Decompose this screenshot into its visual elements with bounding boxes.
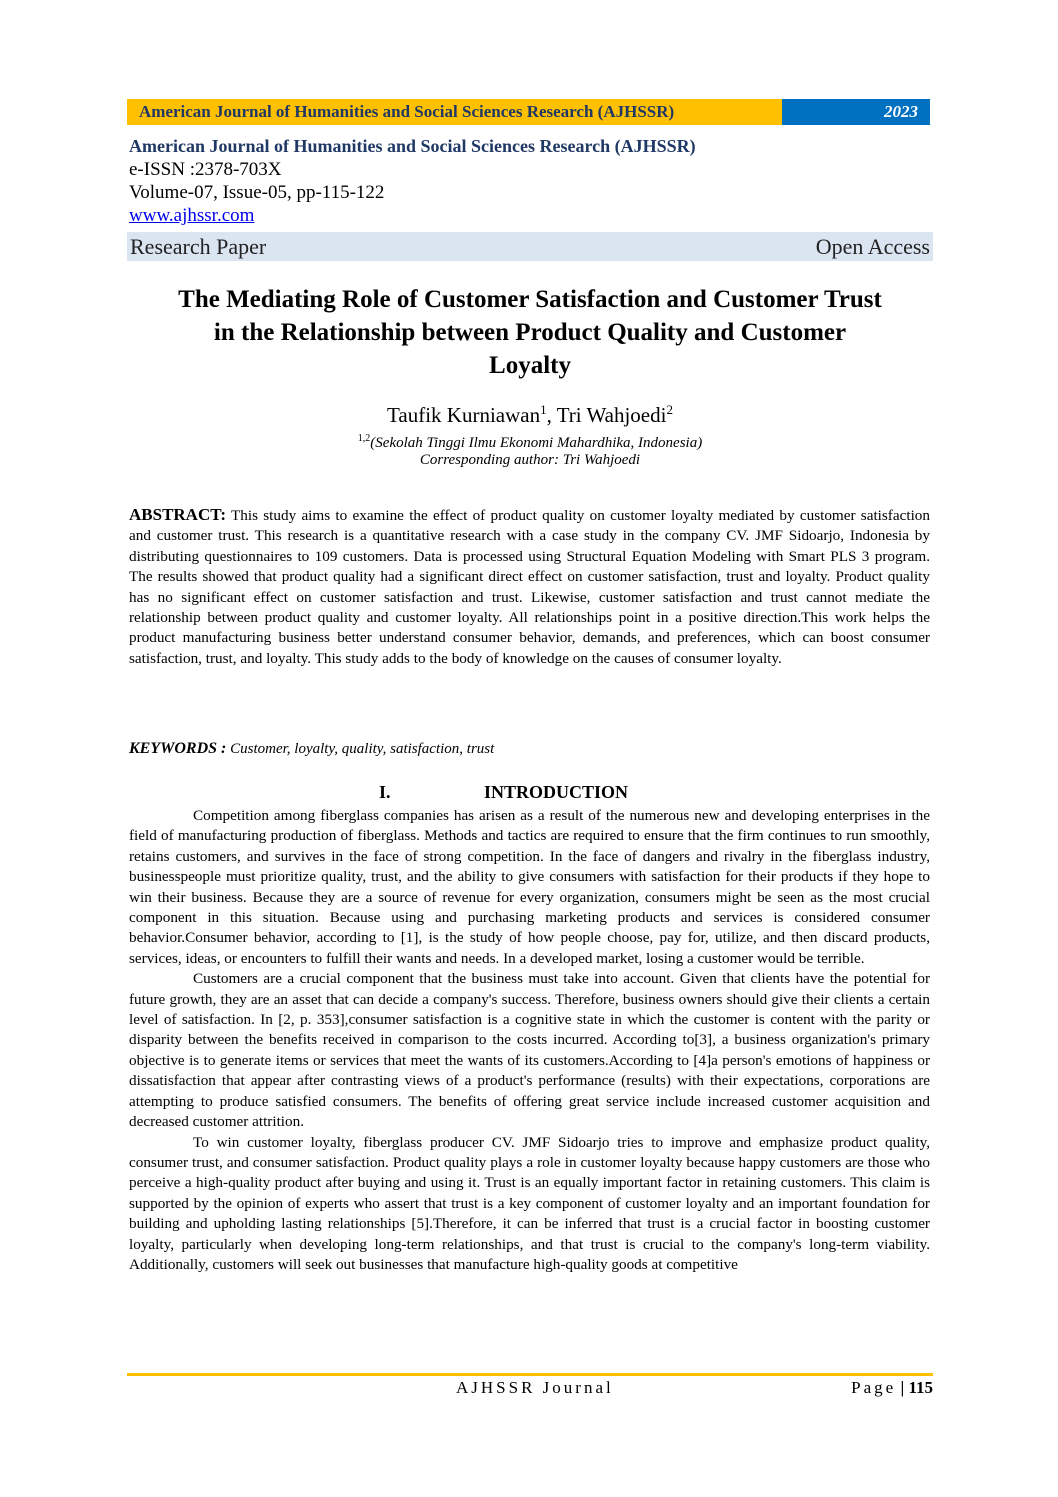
title-line: Loyalty [489, 352, 571, 379]
access-type: Open Access [815, 233, 930, 259]
section-heading [129, 782, 930, 806]
journal-website-link[interactable]: www.ajhssr.com [129, 205, 255, 226]
header-year: 2023 [782, 99, 930, 125]
paper-title [127, 283, 933, 382]
footer-page-label: Page [851, 1378, 897, 1397]
abstract [129, 505, 930, 669]
journal-volume: Volume-07, Issue-05, pp-115-122 [129, 182, 385, 203]
footer-page-separator: | [896, 1378, 909, 1397]
section-title: INTRODUCTION [484, 782, 629, 802]
author-affil-marker: 1 [540, 402, 547, 417]
introduction-body [129, 806, 930, 1275]
journal-eissn: e-ISSN :2378-703X [129, 159, 282, 180]
title-line: in the Relationship between Product Quality and Customer [213, 319, 847, 346]
affiliation-text: (Sekolah Tinggi Ilmu Ekonomi Mahardhika, Indonesia) [370, 435, 703, 451]
author-separator: , [546, 403, 557, 427]
body-paragraph: Customers are a crucial component that the business must take into account. Given that clients have the potential for future growth, they are an asset that can decide a company's success. Therefore, business owners should give their clients a certain level of satisfaction. In [2, p. 353],consumer satisfaction is a cognitive state in which the customer is content with the parity or disparity between the benefits received in comparison to the costs incurred. According to[3], a business organization's primary objective is to generate items or services that meet the wants of its customers.According to [4]a person's emotions of happiness or dissatisfaction that appear after contrasting views of a product's performance (results) with their expectations, corporations are attempting to produce satisfied consumers. The benefits of offering great service include increased customer acquisition and decreased customer attrition. [129, 970, 930, 1131]
body-paragraph: Competition among fiberglass companies has arisen as a result of the numerous new and developing enterprises in the field of manufacturing production of fiberglass. Methods and tactics are required to ensure that the firm continues to run smoothly, retains customers, and survives in the face of strong competition. In the face of dangers and rivalry in the fiberglass industry, businesspeople must prioritize quality, trust, and the ability to give consumers with satisfaction for their products if they hope to win their business. Because they are a source of revenue for every organization, consumers might be seen as the most crucial component in this situation. Because using and purchasing marketing products and services is considered consumer behavior.Consumer behavior, according to [1], is the study of how people choose, pay for, utilize, and then discard products, services, ideas, or encounters to fulfill their wants and needs. In a developed market, losing a customer would be terrible. [129, 807, 930, 967]
running-header [127, 99, 930, 125]
corresponding-author: Corresponding author: Tri Wahjoedi [419, 452, 641, 468]
keywords [129, 738, 930, 760]
journal-info [129, 134, 929, 227]
author-affil-marker: 2 [666, 402, 673, 417]
footer-journal: AJHSSR Journal [456, 1378, 614, 1397]
abstract-label: ABSTRACT: [129, 505, 226, 524]
section-number: I. [379, 782, 391, 802]
affiliation-marker: 1,2 [357, 433, 371, 444]
keywords-label: KEYWORDS : [129, 740, 227, 757]
author-name: Taufik Kurniawan [387, 403, 541, 427]
footer-page-value: 115 [908, 1378, 933, 1397]
keywords-text: Customer, loyalty, quality, satisfaction, trust [230, 741, 495, 757]
author-name: Tri Wahjoedi [556, 403, 667, 427]
title-line: The Mediating Role of Customer Satisfaction and Customer Trust [178, 286, 882, 313]
footer-divider [127, 1373, 933, 1376]
journal-name: American Journal of Humanities and Social Sciences Research (AJHSSR) [129, 136, 696, 156]
footer-page-number [851, 1378, 933, 1398]
abstract-text: This study aims to examine the effect of product quality on customer loyalty mediated by customer satisfaction and customer trust. This research is a quantitative research with a case study in the company CV. JMF Sidoarjo, Indonesia by distributing questionnaires to 109 customers. Data is processed using Structural Equation Modeling with Smart PLS 3 program. The results showed that product quality had a significant direct effect on customer satisfaction, trust and loyalty. Product quality has no significant effect on customer satisfaction and trust. Likewise, customer satisfaction and trust cannot mediate the relationship between product quality and customer loyalty. All relationships point in a positive direction.This work helps the product manufacturing business better understand consumer behavior, demands, and preferences, which can boost consumer satisfaction, trust, and loyalty. This study adds to the body of knowledge on the causes of consumer loyalty. [129, 507, 930, 667]
body-paragraph: To win customer loyalty, fiberglass producer CV. JMF Sidoarjo tries to improve and emphasize product quality, consumer trust, and consumer satisfaction. Product quality plays a role in customer loyalty because happy customers are those who perceive a high-quality product after buying and using it. Trust is an equally important factor in retaining customers. This claim is supported by the opinion of experts who assert that trust is a key component of customer loyalty and an important foundation for building and upholding lasting relationships [5].Therefore, it can be inferred that trust is a crucial factor in boosting customer loyalty, particularly when developing long-term relationships, and that trust is crucial to the company's long-term viability. Additionally, customers will seek out businesses that manufacture high-quality goods at competitive [129, 1133, 930, 1273]
paper-type: Research Paper [130, 233, 267, 259]
paper-type-bar [127, 232, 933, 261]
author-list [127, 396, 933, 429]
page-footer [127, 1378, 933, 1400]
header-journal-name: American Journal of Humanities and Social Sciences Research (AJHSSR) [127, 99, 782, 125]
